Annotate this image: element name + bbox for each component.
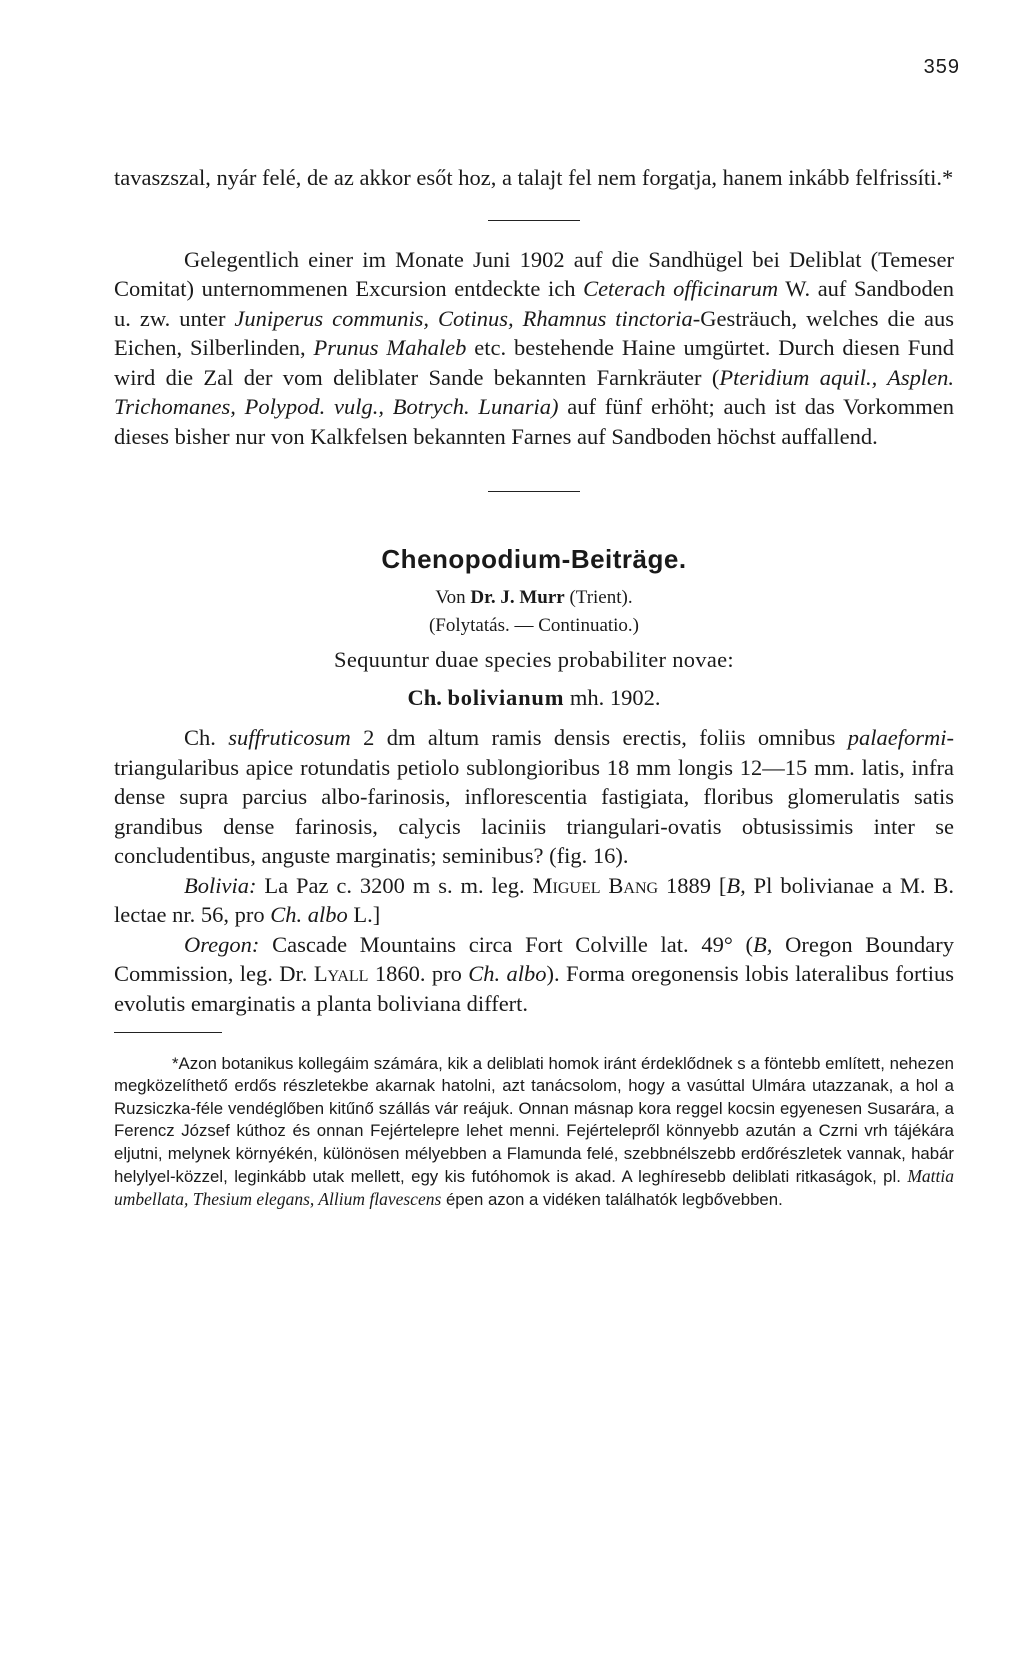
page-number: 359 <box>923 56 960 78</box>
taxon-list: Pteridium aquil., Asplen. Trichomanes, Polypod. vulg., Botrych. Lunaria) <box>114 364 955 419</box>
section-divider <box>488 220 580 221</box>
text-segment: W. auf Sandboden u. zw. unter <box>114 276 954 331</box>
taxon-name: Prunus Mahaleb <box>313 335 467 360</box>
text-segment: ). Forma oregonensis lobis lateralibus fortius evolutis emarginatis a planta boliviana differt. <box>114 961 955 1016</box>
text-segment: Oregon Boundary Commission, leg. Dr. <box>114 931 954 986</box>
taxon-list: Mattia umbellata, Thesium elegans, Allium flavescens <box>114 1166 954 1210</box>
text-segment: Ch. <box>184 725 229 750</box>
text-segment: -triangularibus apice rotundatis petiolo sublongioribus 18 mm longis 12—15 mm. latis, infra dense supra parcius albo-farinosis, inflorescentia fastigiata, floribus glomerulatis satis grandibus dense farinosis, calycis laciniis triangulari-ovatis obtusissimis inter se concludentibus, anguste marginatis; seminibus? (fig. 16). <box>114 725 954 868</box>
taxon-name: Juniperus communis, Cotinus, Rhamnus tinctoria <box>234 305 693 331</box>
taxon-name: Ceterach officinarum <box>583 276 779 301</box>
text-segment: auf fünf erhöht; auch ist das Vorkommen dieses bisher nur von Kalkfelsen bekannten Farnes auf Sandboden höchst auffallend. <box>114 394 954 449</box>
collector-name: Lyall <box>313 961 369 986</box>
taxon-name: Ch. albo <box>468 961 547 986</box>
species-epithet: bolivianum <box>447 685 565 710</box>
continuation-note: (Folytatás. — Continuatio.) <box>428 615 640 636</box>
paragraph-ceterach <box>114 245 954 452</box>
text-segment: etc. bestehende Haine umgürtet. Durch diesen Fund wird die Zal der vom deliblater Sande bekannten Farnkräuter ( <box>114 335 955 390</box>
paragraph-hungarian <box>114 163 954 193</box>
author-line <box>114 587 954 609</box>
footnote-text: *Azon botanikus kollegáim számára, kik a deliblati homok iránt érdeklődnek s a föntebb említett, nehezen megközelíthető erdős részletekbe akarnak hatolni, azt tanácsolom, hogy a vasúttal Ulmára utazzanak, a hol a Ruzsiczka-féle vendéglőben kitűnő szállás vár reájuk. Onnan másnap kora reggel kocsin egyenesen Susarára, a Ferencz József kúthoz és onnan Fejértelepre lehet menni. Fejértelepről könnyebb azután a Czrni vrh tájékára eljutni, melynek környékén, különösen mélyebben a Flamunda felé, szebbnélszebb erdőrészletek vannak, habár helylyel-közzel, leginkább utak mellett, egy kis futóhomok is akad. A leghíresebb deliblati ritkaságok, pl. <box>114 1054 954 1187</box>
species-heading <box>114 685 954 711</box>
collector-name: Miguel Bang <box>532 872 659 898</box>
text-segment: La Paz c. 3200 m s. m. leg. <box>256 872 533 898</box>
text-segment: 2 dm altum ramis densis erectis, foliis omnibus <box>350 725 848 750</box>
text-segment: Cascade Mountains circa Fort Colville lat. 49° ( <box>259 931 754 957</box>
footnote <box>114 1053 954 1212</box>
paragraph-text: tavaszszal, nyár felé, de az akkor esőt hoz, a talajt fel nem forgatja, hanem inkább felfrissíti.* <box>114 165 954 190</box>
herbarium-code: B, <box>753 931 773 957</box>
author-name: Dr. J. Murr <box>470 587 565 608</box>
latin-term: suffruticosum <box>228 725 351 750</box>
footnote-text: épen azon a vidéken találhatók legbővebben. <box>441 1190 783 1210</box>
author-prefix: Von <box>435 587 466 608</box>
text-segment: -Gesträuch, welches die aus Eichen, Silberlinden, <box>114 305 954 360</box>
locality-label: Oregon: <box>184 931 260 957</box>
species-description <box>114 723 954 871</box>
genus-abbrev: Ch. <box>407 685 442 710</box>
specimen-bolivia <box>114 871 954 930</box>
text-segment: 1860. pro <box>368 961 469 986</box>
latin-term: palaeformi <box>847 725 947 750</box>
locality-label: Bolivia: <box>184 872 257 898</box>
text-segment: 1889 [ <box>658 872 727 898</box>
taxon-name: Ch. albo <box>270 902 348 927</box>
footnote-divider <box>114 1032 222 1033</box>
herbarium-code: B, <box>726 872 746 898</box>
text-segment: Gelegentlich einer im Monate Juni 1902 auf die Sandhügel bei Deliblat (Temeser Comitat) unternommenen Excursion entdeckte ich <box>114 246 954 301</box>
page-content <box>114 163 954 1212</box>
author-place: (Trient). <box>569 587 633 608</box>
specimen-oregon <box>114 930 954 1019</box>
text-segment: Pl bolivianae a M. B. lectae nr. 56, pro <box>114 872 954 927</box>
text-segment: L.] <box>347 902 381 927</box>
section-intro: Sequuntur duae species probabiliter novae: <box>334 647 734 672</box>
article-title: Chenopodium-Beiträge. <box>381 544 687 574</box>
species-authority: mh. 1902. <box>569 685 661 710</box>
section-divider <box>488 491 580 492</box>
